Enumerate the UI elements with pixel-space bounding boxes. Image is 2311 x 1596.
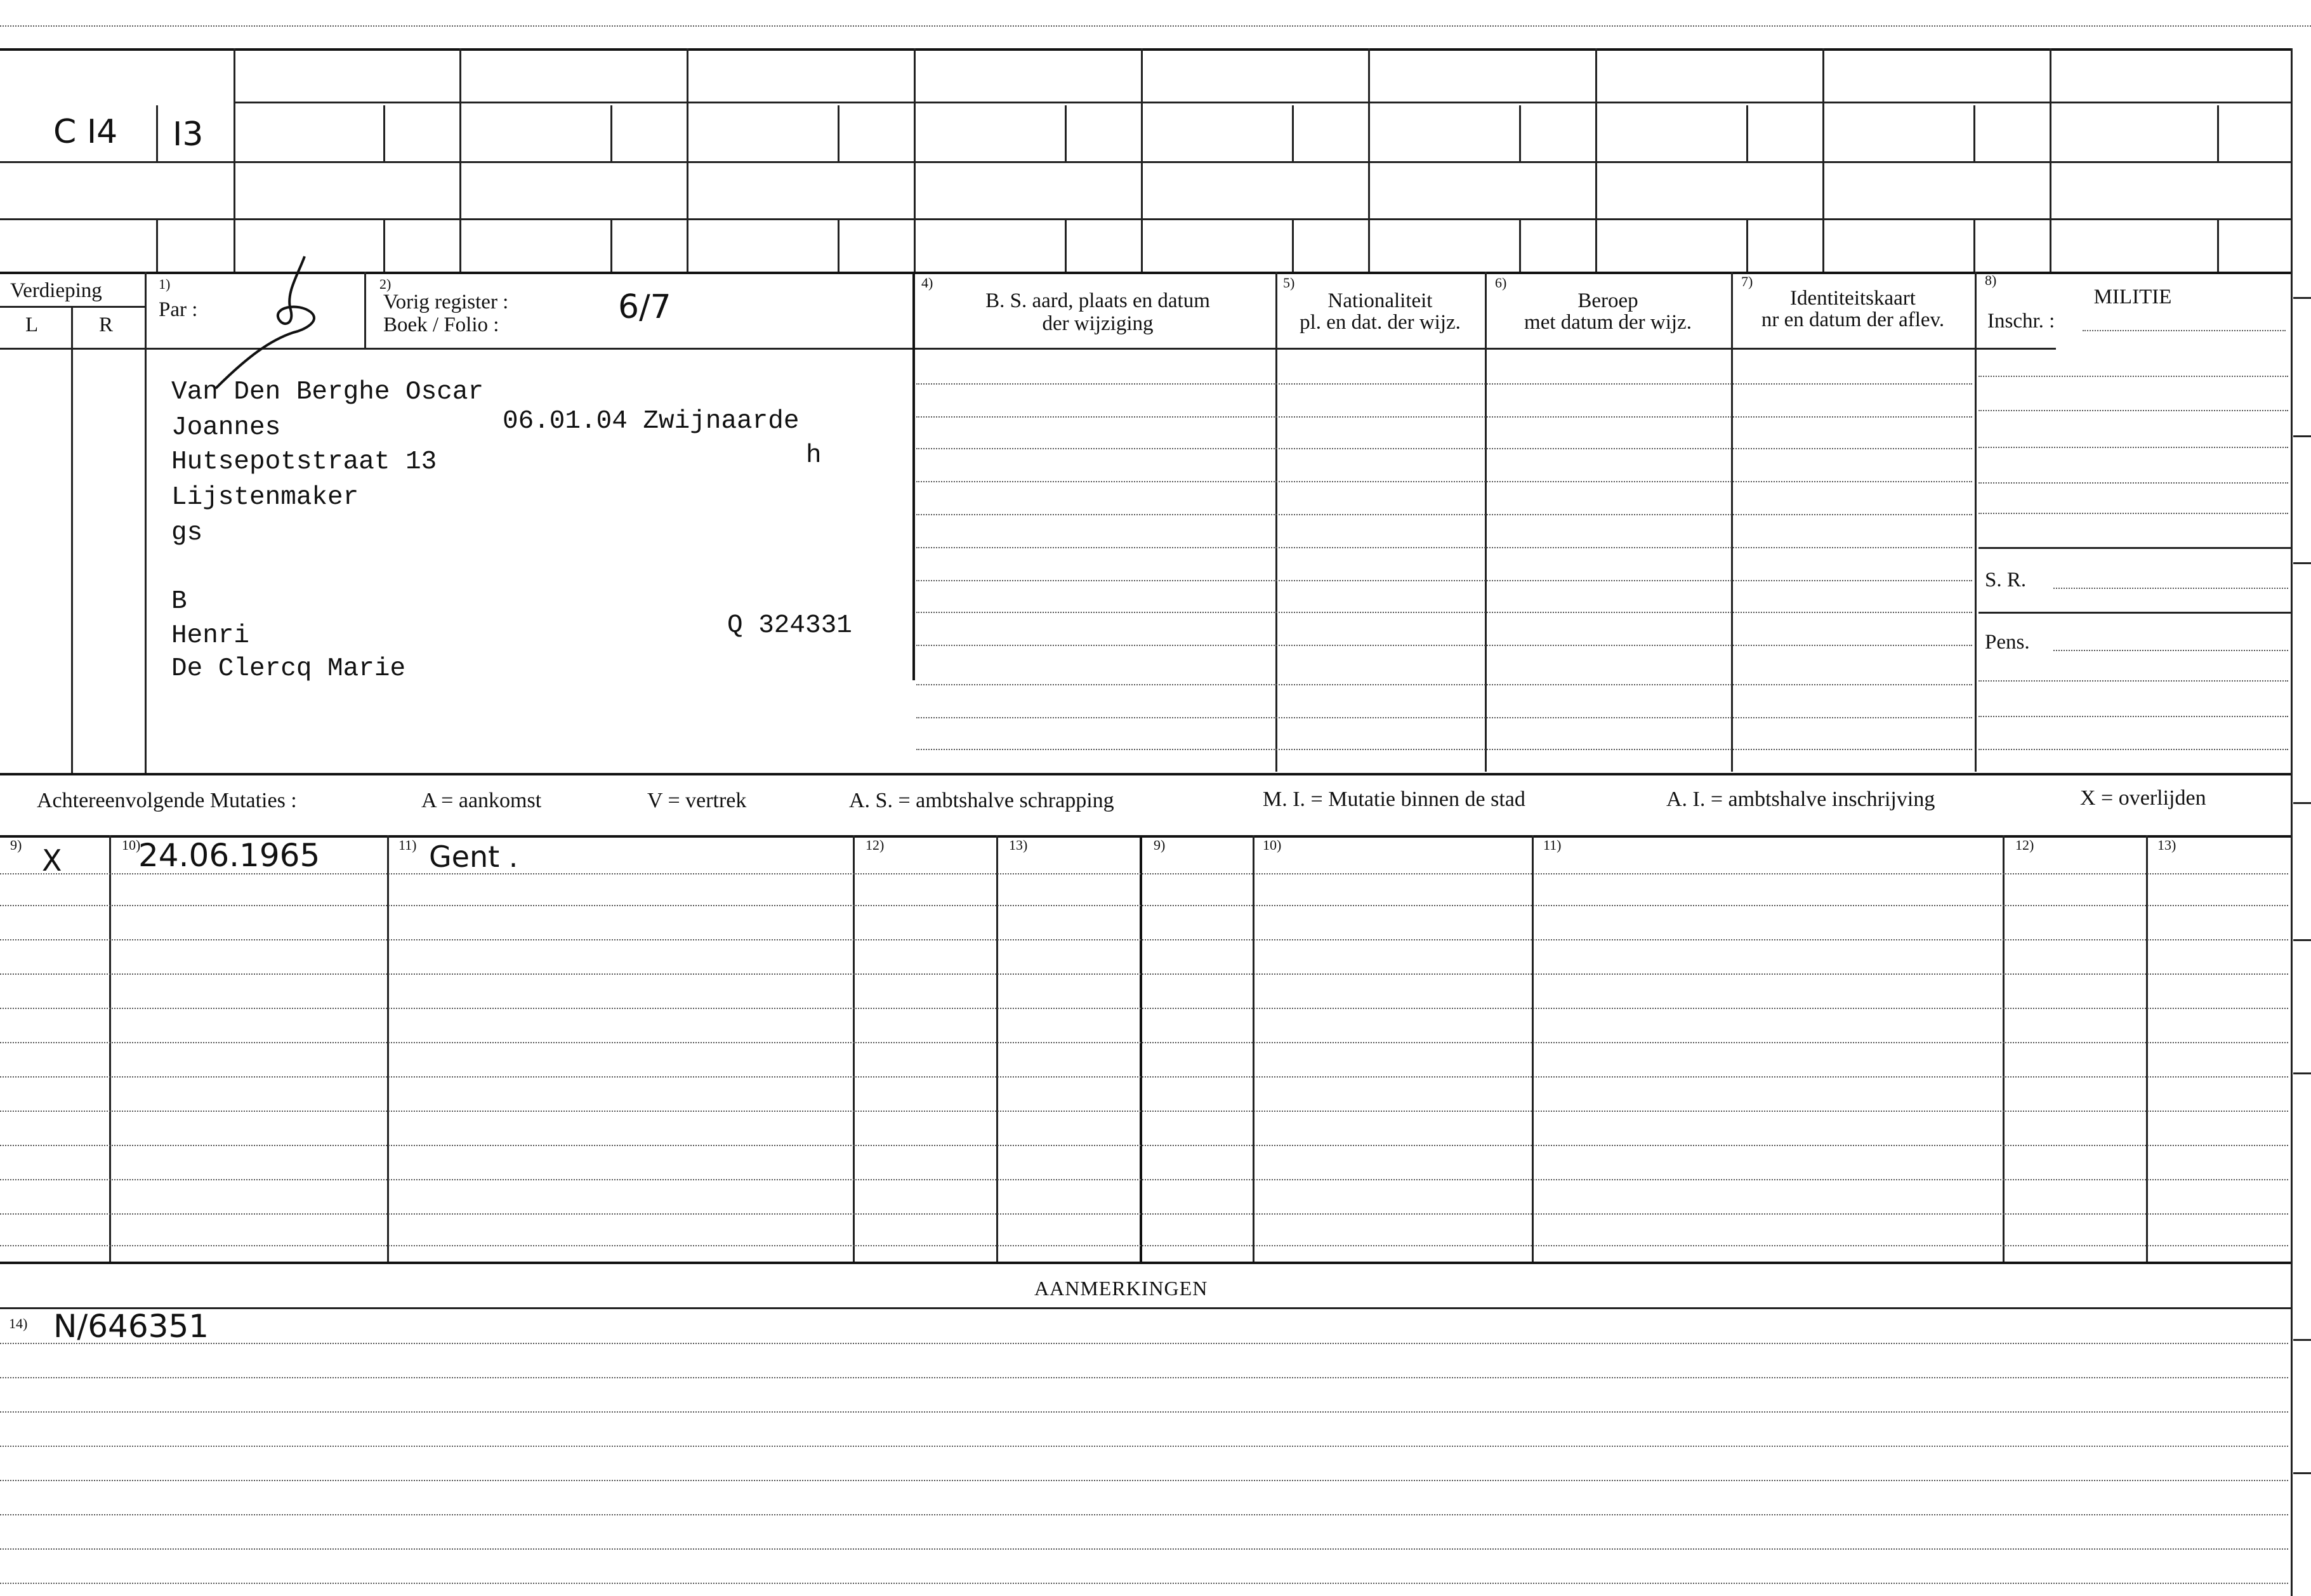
top-grid-subcol <box>838 218 839 272</box>
remarks-line <box>0 1377 2288 1378</box>
sr-label: S. R. <box>1985 569 2027 591</box>
header-divider-nat <box>1275 272 1277 772</box>
nat-label-1: Nationaliteit <box>1327 289 1433 312</box>
mut-col <box>1532 835 1534 1262</box>
top-grid-col <box>2050 48 2051 272</box>
mother-name: De Clercq Marie <box>171 654 406 683</box>
remarks-line <box>0 1548 2288 1550</box>
ruled-line <box>916 448 1972 449</box>
legend-top-line <box>0 773 2291 775</box>
mut-row-line <box>0 973 2288 975</box>
top-grid-subcol <box>383 218 385 272</box>
ruled-line <box>916 749 1972 750</box>
top-grid-subcol <box>1519 105 1521 161</box>
id-number: 7) <box>1741 274 1753 289</box>
top-grid-col <box>234 48 235 272</box>
birth-date-place: 06.01.04 Zwijnaarde <box>503 407 800 436</box>
person-given-name: Joannes <box>171 413 281 442</box>
remarks-line <box>0 1411 2288 1413</box>
top-grid-line <box>0 161 2291 163</box>
mut-col <box>387 835 389 1262</box>
militie-number: 8) <box>1985 272 1997 288</box>
top-grid-subcol <box>1292 218 1294 272</box>
ruled-line <box>916 383 1972 385</box>
ruled-line <box>916 580 1972 581</box>
top-grid-subcol <box>383 105 385 161</box>
vorig-register-label: Vorig register : <box>383 291 509 313</box>
top-grid-col <box>687 48 688 272</box>
mutation-place: Gent . <box>429 840 518 874</box>
top-grid-col <box>1141 48 1143 272</box>
mut-col <box>2146 835 2148 1262</box>
header-divider-bs <box>912 272 915 680</box>
militie-line <box>1979 749 2288 750</box>
ruled-line <box>916 684 1972 685</box>
address: Hutsepotstraat 13 <box>171 447 437 477</box>
mut-row-line <box>0 873 2288 874</box>
top-grid-subcol <box>610 218 612 272</box>
beroep-label-1: Beroep <box>1577 289 1638 312</box>
bs-number: 4) <box>921 275 933 291</box>
militie-solid-line <box>1979 547 2291 549</box>
header-divider-r <box>145 272 147 774</box>
remarks-line <box>0 1514 2288 1515</box>
top-grid-subcol <box>2217 105 2219 161</box>
mut-row-line <box>0 1111 2288 1112</box>
mut-col <box>996 835 998 1262</box>
lr-header-bottom <box>0 348 146 350</box>
militie-line <box>1979 513 2288 514</box>
bs-label-2: der wijziging <box>1042 312 1154 335</box>
boek-folio-label: Boek / Folio : <box>383 313 499 336</box>
bs-label-1: B. S. aard, plaats en datum <box>985 289 1210 312</box>
top-grid-subcol <box>2217 218 2219 272</box>
ruled-line <box>916 514 1972 515</box>
mut-row-line <box>0 905 2288 906</box>
legend-ai: A. I. = ambtshalve inschrijving <box>1666 788 1935 811</box>
mut-row-line <box>0 939 2288 940</box>
inschr-label: Inschr. : <box>1987 310 2055 333</box>
mut-n10-b: 10) <box>1263 837 1282 853</box>
right-edge-line <box>2291 48 2293 1596</box>
col-l-label: L <box>25 313 39 336</box>
top-grid-col <box>914 48 916 272</box>
top-grid-subcol <box>610 105 612 161</box>
nat-number: 5) <box>1283 275 1295 291</box>
top-border-line <box>0 48 2291 51</box>
par-label: Par : <box>159 298 198 321</box>
mut-n11: 11) <box>398 837 417 853</box>
mut-n12: 12) <box>866 837 885 853</box>
legend-v: V = vertrek <box>647 789 747 812</box>
par-number: 1) <box>159 276 171 292</box>
mark-h: h <box>806 441 822 470</box>
remarks-line <box>0 1583 2288 1584</box>
mut-n9: 9) <box>10 837 22 853</box>
nat-label-2: pl. en dat. der wijz. <box>1300 311 1461 334</box>
top-grid-col <box>1368 48 1370 272</box>
margin-tick <box>2293 562 2311 564</box>
margin-tick <box>2293 802 2311 804</box>
vorig-register-value: 6/7 <box>618 288 671 326</box>
militie-line <box>1979 680 2288 682</box>
margin-tick <box>2293 435 2311 437</box>
header-top-line <box>0 272 2291 274</box>
margin-tick <box>2293 939 2311 941</box>
mutation-date: 24.06.1965 <box>138 837 320 874</box>
remarks-top-line <box>0 1307 2291 1309</box>
margin-tick <box>2293 1072 2311 1074</box>
mut-col <box>2003 835 2005 1262</box>
code-b: B <box>171 587 187 616</box>
inschr-line <box>2083 330 2286 331</box>
mut-row-line <box>0 1008 2288 1009</box>
top-grid-subcol <box>1065 105 1067 161</box>
top-grid-subcol <box>1292 105 1294 161</box>
militie-solid-line <box>1979 612 2291 614</box>
top-grid-col <box>1822 48 1824 272</box>
top-grid-subcol <box>156 218 158 272</box>
ruled-line <box>916 416 1972 418</box>
mutations-bottom-line <box>0 1262 2291 1264</box>
mut-col <box>1253 835 1254 1262</box>
top-grid-col <box>459 48 461 272</box>
person-name: Van Den Berghe Oscar <box>171 378 484 407</box>
mut-row-line <box>0 1076 2288 1078</box>
par-signature <box>209 249 343 395</box>
col-r-label: R <box>99 313 114 336</box>
mut-row-line <box>0 1213 2288 1215</box>
top-grid-subcol <box>838 105 839 161</box>
ruled-line <box>916 612 1972 613</box>
remarks-number: 14) <box>9 1316 28 1331</box>
sr-line <box>2053 588 2288 589</box>
mut-n10: 10) <box>122 837 141 853</box>
margin-tick <box>2293 297 2311 299</box>
header-divider-beroep <box>1485 272 1487 772</box>
top-grid-subcol <box>156 105 158 161</box>
mut-n9-b: 9) <box>1154 837 1166 853</box>
margin-tick <box>2293 1339 2311 1341</box>
card-code-right: I3 <box>173 115 204 154</box>
lr-header-line <box>0 306 146 308</box>
father-name: Henri <box>171 621 250 650</box>
ruled-line <box>916 645 1972 646</box>
remarks-line <box>0 1343 2288 1344</box>
militie-line <box>1979 410 2288 411</box>
mut-n12-b: 12) <box>2015 837 2034 853</box>
mut-n11-b: 11) <box>1543 837 1562 853</box>
legend-as: A. S. = ambtshalve schrapping <box>849 789 1114 812</box>
ruled-line <box>916 717 1972 718</box>
margin-tick <box>2293 1472 2311 1474</box>
mut-row-line <box>0 1245 2288 1246</box>
top-grid-subcol <box>1519 218 1521 272</box>
mutation-type: X <box>42 843 62 878</box>
mut-row-line <box>0 1145 2288 1146</box>
top-grid-subcol <box>1065 218 1067 272</box>
id-card-number: Q 324331 <box>727 611 852 640</box>
occupation: Lijstenmaker <box>171 483 359 512</box>
mut-col-center <box>1140 835 1142 1262</box>
ruled-line <box>916 481 1972 482</box>
top-grid-line <box>234 102 2291 103</box>
marital-status: gs <box>171 518 203 548</box>
card-code-left: C I4 <box>53 113 118 151</box>
header-divider-id <box>1731 272 1733 772</box>
remarks-title: AANMERKINGEN <box>1034 1277 1208 1300</box>
top-grid-subcol <box>1746 105 1748 161</box>
pens-line <box>2053 650 2288 651</box>
header-divider-par <box>364 272 366 348</box>
mut-col <box>853 835 855 1262</box>
pens-label: Pens. <box>1985 631 2030 654</box>
mut-col <box>109 835 111 1262</box>
remarks-value: N/646351 <box>53 1308 209 1345</box>
id-label-1: Identiteitskaart <box>1790 287 1916 310</box>
mut-row-line <box>0 1179 2288 1180</box>
mut-n13: 13) <box>1009 837 1028 853</box>
top-grid-col <box>1595 48 1597 272</box>
beroep-number: 6) <box>1495 275 1507 291</box>
top-grid-subcol <box>1973 218 1975 272</box>
mut-row-line <box>0 1042 2288 1043</box>
verdieping-label: Verdieping <box>10 279 102 302</box>
militie-line <box>1979 716 2288 717</box>
top-grid-subcol <box>1746 218 1748 272</box>
mutations-top-line <box>0 835 2291 838</box>
header-divider-l <box>71 306 73 774</box>
beroep-label-2: met datum der wijz. <box>1524 311 1692 334</box>
legend-x: X = overlijden <box>2080 786 2206 810</box>
top-grid-line <box>0 218 2291 220</box>
legend-mi: M. I. = Mutatie binnen de stad <box>1263 788 1525 811</box>
militie-line <box>1979 376 2288 377</box>
remarks-line <box>0 1446 2288 1447</box>
vorig-number: 2) <box>379 276 392 292</box>
militie-line <box>1979 482 2288 484</box>
mut-n13-b: 13) <box>2157 837 2176 853</box>
legend-intro: Achtereenvolgende Mutaties : <box>37 789 297 812</box>
militie-label: MILITIE <box>2093 286 2172 308</box>
id-label-2: nr en datum der aflev. <box>1761 308 1945 331</box>
header-bottom-line <box>146 348 2056 350</box>
top-edge-dotted-line <box>0 25 2311 27</box>
ruled-line <box>916 547 1972 548</box>
top-grid-subcol <box>1973 105 1975 161</box>
header-divider-mil <box>1975 272 1977 772</box>
militie-line <box>1979 447 2288 448</box>
remarks-line <box>0 1480 2288 1481</box>
legend-a: A = aankomst <box>421 789 542 812</box>
